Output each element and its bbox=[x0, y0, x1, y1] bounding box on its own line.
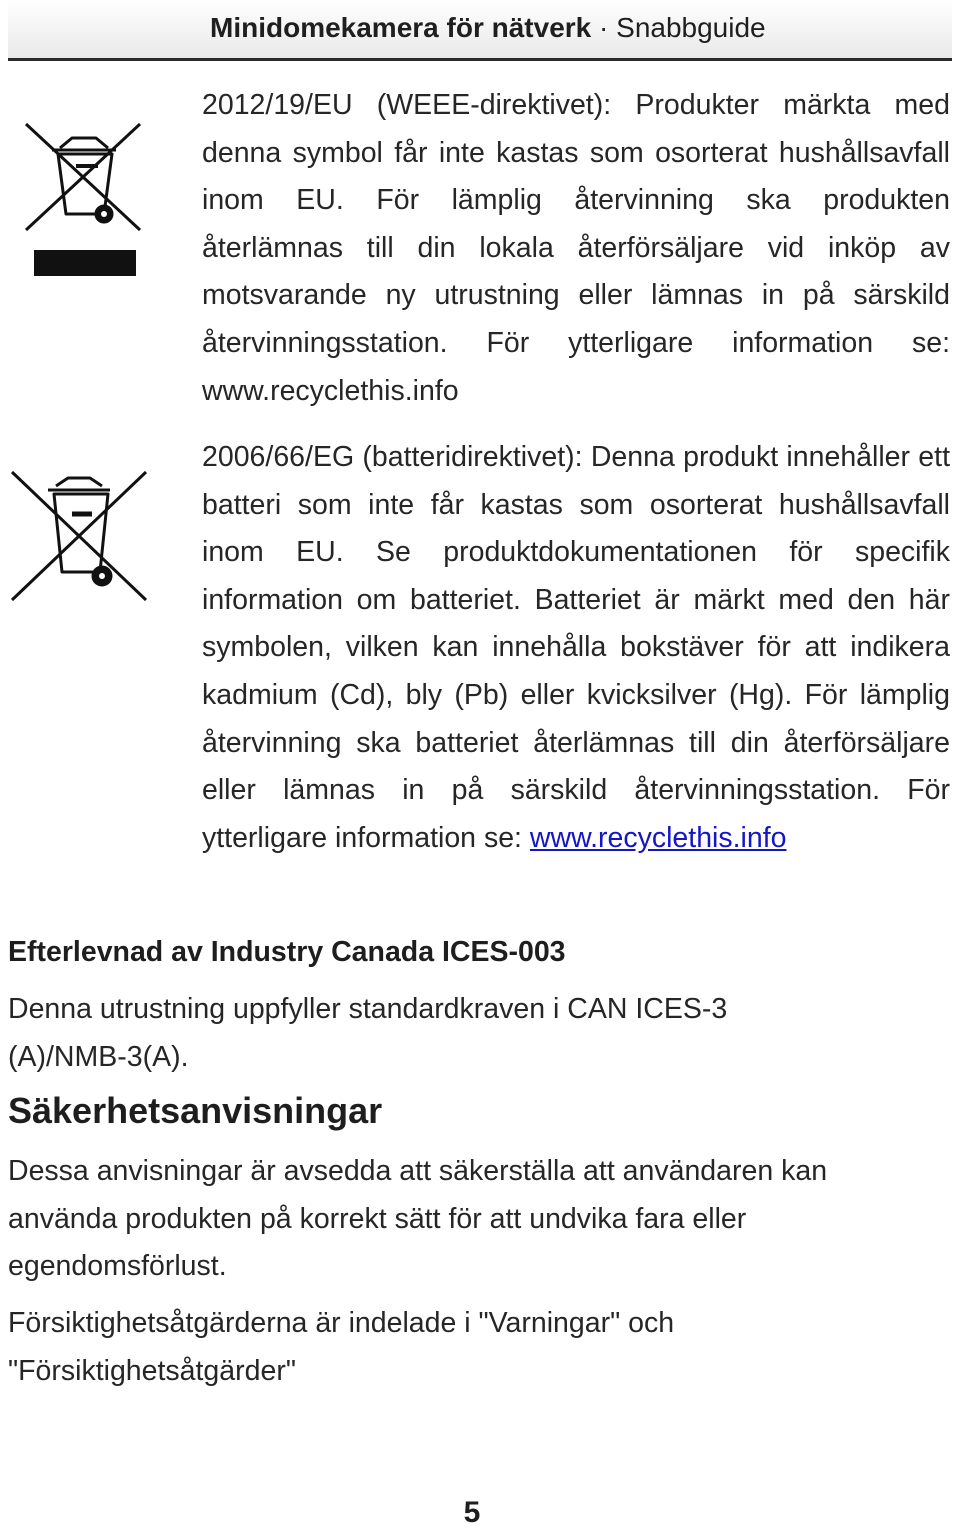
document-title: Minidomekamera för nätverk bbox=[210, 12, 592, 43]
crossed-out-battery-bin-icon bbox=[8, 464, 150, 606]
page-header bbox=[8, 0, 952, 61]
safety-paragraph-1: Dessa anvisningar är avsedda att säkerställa att användaren kan använda produkten på korrekt sätt för att undvika fara eller egendomsförlust. bbox=[8, 1155, 828, 1283]
recyclethis-link[interactable]: www.recyclethis.info bbox=[529, 821, 787, 854]
battery-directive-body: 2006/66/EG (batteridirektivet): Denna produkt innehåller ett batteri som inte får kastas som osorterat hushållsavfall inom EU. Se produktdokumentationen för specifik information om batteriet. Batteriet är märkt med den här symbolen, vilken kan innehålla bokstäver för att indikera kadmium (Cd), bly (Pb) eller kvicksilver (Hg). För lämplig återvinning ska batteriet återlämnas till din återförsäljare eller lämnas in på särskild återvinningsstation. För ytterligare information se: bbox=[202, 441, 950, 854]
crossed-out-wheelie-bin-icon bbox=[22, 118, 146, 278]
battery-directive-text bbox=[202, 434, 950, 862]
header-separator: · bbox=[599, 12, 609, 43]
page-number: 5 bbox=[463, 1496, 481, 1529]
ices-heading: Efterlevnad av Industry Canada ICES-003 bbox=[8, 936, 566, 968]
safety-heading: Säkerhetsanvisningar bbox=[8, 1090, 383, 1131]
safety-paragraph-2: Försiktighetsåtgärderna är indelade i "Varningar" och "Försiktighetsåtgärder" bbox=[8, 1307, 675, 1387]
header-title bbox=[210, 12, 766, 44]
weee-directive-text: 2012/19/EU (WEEE-direktivet): Produkter märkta med denna symbol får inte kastas som osorterat hushållsavfall inom EU. För lämplig återvinning ska produkten återlämnas till din lokala återförsäljare vid inköp av motsvarande ny utrustning eller lämnas in på särskild återvinningsstation. För ytterligare information se: www.recyclethis.info bbox=[202, 89, 950, 407]
ices-text: Denna utrustning uppfyller standardkraven i CAN ICES-3 (A)/NMB-3(A). bbox=[8, 993, 728, 1073]
document-subtitle: Snabbguide bbox=[616, 12, 766, 43]
